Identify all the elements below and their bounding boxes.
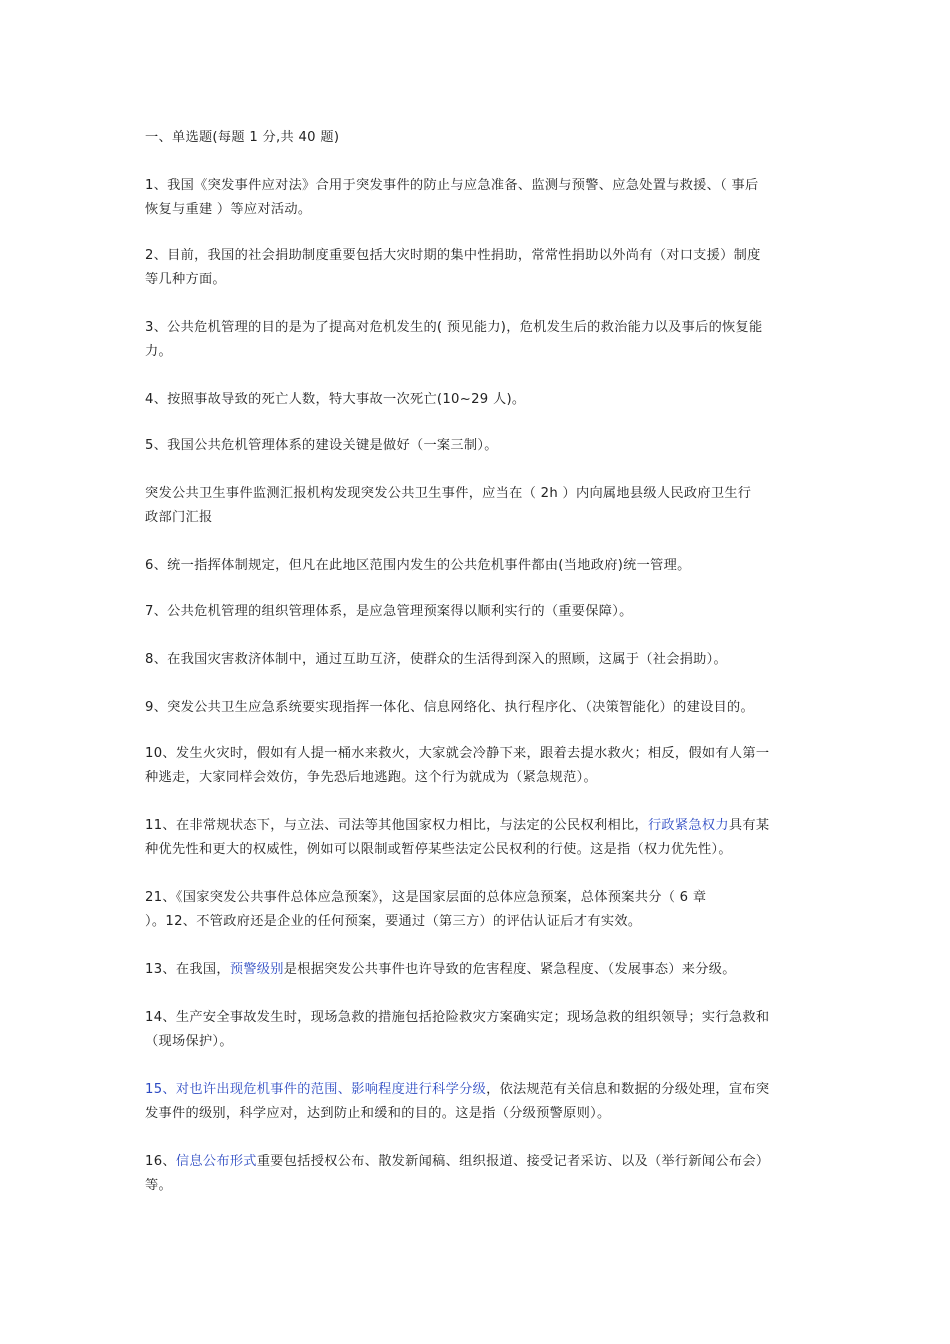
question-10-line-1: 10、发生火灾时，假如有人提一桶水来救火，大家就会冷静下来，跟着去提水救火；相反，假如有人第一: [145, 746, 770, 761]
question-9: 9、突发公共卫生应急系统要实现指挥一体化、信息网络化、执行程序化、（决策智能化）的建设目的。: [145, 700, 755, 715]
question-6: 6、统一指挥体制规定，但凡在此地区范围内发生的公共危机事件都由(当地政府)统一管理。: [145, 558, 691, 573]
link-info-release-form[interactable]: 信息公布形式: [175, 1154, 257, 1169]
question-11-text-start: 11、在非常规状态下，与立法、司法等其他国家权力相比，与法定的公民权利相比，: [145, 818, 648, 833]
question-16-line-1: [145, 1152, 769, 1172]
question-14-line-2: （现场保护）。: [145, 1034, 233, 1049]
link-warning-level[interactable]: 预警级别: [229, 962, 284, 977]
link-admin-emergency-power[interactable]: 行政紧急权力: [647, 818, 729, 833]
question-7: 7、公共危机管理的组织管理体系，是应急管理预案得以顺利实行的（重要保障）。: [145, 604, 633, 619]
question-3-line-1: 3、公共危机管理的目的是为了提高对危机发生的( 预见能力)，危机发生后的救治能力以及事后的恢复能: [145, 320, 763, 335]
question-13-text-start: 13、在我国，: [145, 962, 230, 977]
question-2-line-2: 等几种方面。: [145, 272, 226, 287]
question-13: [145, 960, 736, 980]
question-13-text-end: 是根据突发公共事件也许导致的危害程度、紧急程度、（发展事态）来分级。: [283, 962, 736, 977]
note-line-1: 突发公共卫生事件监测汇报机构发现突发公共卫生事件，应当在（ 2h ）内向属地县级人民政府卫生行: [145, 486, 752, 501]
question-2-line-1: 2、目前，我国的社会捐助制度重要包括大灾时期的集中性捐助，常常性捐助以外尚有（对口支援）制度: [145, 248, 761, 263]
question-4: 4、按照事故导致的死亡人数，特大事故一次死亡(10~29 人)。: [145, 392, 526, 407]
question-15-line-2: 发事件的级别，科学应对，达到防止和缓和的目的。这是指（分级预警原则）。: [145, 1106, 611, 1121]
question-16-text-end: 重要包括授权公布、散发新闻稿、组织报道、接受记者采访、以及（举行新闻公布会）: [256, 1154, 770, 1169]
question-15-line-1: [145, 1080, 769, 1100]
question-11-line-2: 种优先性和更大的权威性，例如可以限制或暂停某些法定公民权利的行使。这是指（权力优先性）。: [145, 842, 732, 857]
question-11-line-1: [145, 816, 769, 836]
question-14-line-1: 14、生产安全事故发生时，现场急救的措施包括抢险救灾方案确实定；现场急救的组织领导；实行急救和: [145, 1010, 770, 1025]
question-10-line-2: 种逃走，大家同样会效仿，争先恐后地逃跑。这个行为就成为（紧急规范）。: [145, 770, 597, 785]
question-21-line-1: 21、《国家突发公共事件总体应急预案》，这是国家层面的总体应急预案，总体预案共分（ 6 章: [145, 890, 707, 905]
question-1-line-2: 恢复与重建 ）等应对活动。: [145, 202, 312, 217]
note-line-2: 政部门汇报: [145, 510, 213, 525]
section-heading: 一、单选题(每题 1 分,共 40 题): [145, 130, 340, 145]
question-8: 8、在我国灾害救济体制中，通过互助互济，使群众的生活得到深入的照顾，这属于（社会捐助）。: [145, 652, 728, 667]
question-1-line-1: 1、我国《突发事件应对法》合用于突发事件的防止与应急准备、监测与预警、应急处置与救援、（ 事后: [145, 178, 759, 193]
question-3-line-2: 力。: [145, 344, 172, 359]
question-16-text-start: 16、: [145, 1154, 176, 1169]
question-16-line-2: 等。: [145, 1178, 172, 1193]
question-15-text-end: ，依法规范有关信息和数据的分级处理，宣布突: [486, 1082, 770, 1097]
question-5: 5、我国公共危机管理体系的建设关键是做好（一案三制）。: [145, 438, 498, 453]
link-crisis-grading[interactable]: 15、对也许出现危机事件的范围、影响程度进行科学分级: [145, 1082, 487, 1097]
question-21-line-2: ）。12、不管政府还是企业的任何预案，要通过（第三方）的评估认证后才有实效。: [145, 914, 642, 929]
question-11-text-end: 具有某: [728, 818, 770, 833]
